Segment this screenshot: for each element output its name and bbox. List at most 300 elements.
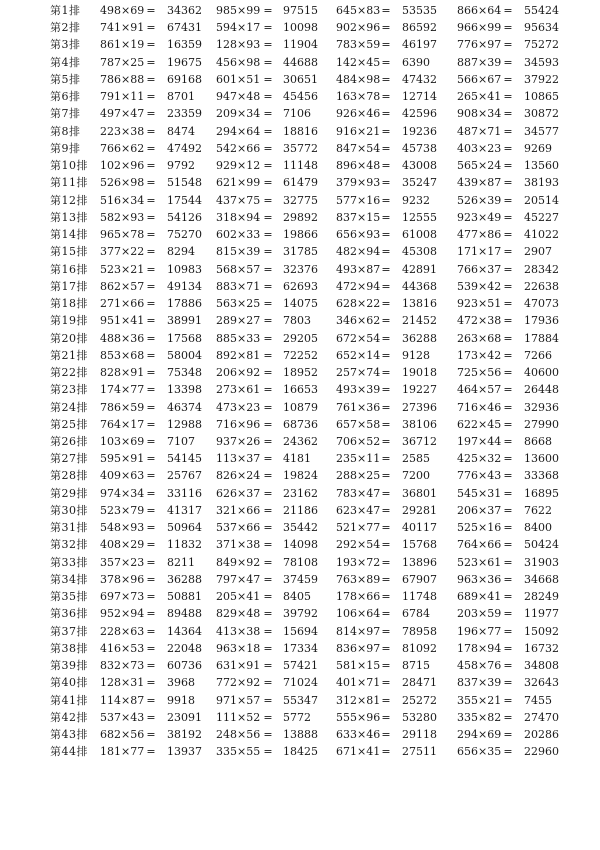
- problem-expression: 764×17: [100, 417, 145, 431]
- equals-sign: =: [146, 486, 156, 500]
- row-label: 第33排: [50, 555, 88, 569]
- problem-expression: 516×34: [100, 193, 145, 207]
- worksheet-row: [0, 468, 600, 484]
- problem-answer: 69168: [167, 72, 202, 86]
- problem-answer: 35772: [283, 141, 318, 155]
- equals-sign: =: [263, 314, 273, 328]
- equals-sign: =: [503, 159, 513, 173]
- equals-sign: =: [263, 279, 273, 293]
- problem-answer: 95634: [524, 21, 559, 35]
- problem-answer: 42891: [402, 262, 437, 276]
- row-label: 第22排: [50, 366, 88, 380]
- problem-expression: 408×29: [100, 538, 145, 552]
- equals-sign: =: [263, 452, 273, 466]
- equals-sign: =: [263, 555, 273, 569]
- problem-answer: 8211: [167, 555, 195, 569]
- problem-answer: 35442: [283, 521, 318, 535]
- equals-sign: =: [381, 90, 391, 104]
- equals-sign: =: [503, 572, 513, 586]
- equals-sign: =: [263, 400, 273, 414]
- equals-sign: =: [503, 366, 513, 380]
- problem-expression: 473×23: [216, 400, 261, 414]
- problem-answer: 34668: [524, 572, 559, 586]
- problem-expression: 885×33: [216, 331, 261, 345]
- problem-answer: 31785: [283, 245, 318, 259]
- equals-sign: =: [146, 745, 156, 759]
- problem-expression: 837×15: [336, 210, 381, 224]
- problem-answer: 12988: [167, 417, 202, 431]
- problem-answer: 37459: [283, 572, 318, 586]
- equals-sign: =: [381, 555, 391, 569]
- equals-sign: =: [146, 676, 156, 690]
- problem-expression: 815×39: [216, 245, 261, 259]
- problem-expression: 671×41: [336, 745, 381, 759]
- equals-sign: =: [263, 641, 273, 655]
- equals-sign: =: [263, 107, 273, 121]
- problem-expression: 716×96: [216, 417, 261, 431]
- problem-expression: 181×77: [100, 745, 145, 759]
- equals-sign: =: [146, 314, 156, 328]
- problem-answer: 2907: [524, 245, 552, 259]
- problem-expression: 633×46: [336, 728, 381, 742]
- problem-answer: 50424: [524, 538, 559, 552]
- problem-expression: 477×86: [457, 228, 502, 242]
- row-label: 第4排: [50, 55, 81, 69]
- problem-answer: 36712: [402, 435, 437, 448]
- equals-sign: =: [146, 538, 156, 552]
- equals-sign: =: [381, 383, 391, 397]
- problem-expression: 595×91: [100, 452, 145, 466]
- equals-sign: =: [503, 486, 513, 500]
- problem-expression: 797×47: [216, 572, 261, 586]
- equals-sign: =: [503, 262, 513, 276]
- equals-sign: =: [381, 659, 391, 673]
- problem-answer: 78958: [402, 624, 437, 638]
- equals-sign: =: [146, 659, 156, 673]
- equals-sign: =: [263, 521, 273, 535]
- worksheet-row: [0, 106, 600, 122]
- problem-expression: 568×57: [216, 262, 261, 276]
- problem-answer: 37922: [524, 72, 559, 86]
- equals-sign: =: [263, 228, 273, 242]
- problem-answer: 27396: [402, 400, 437, 414]
- equals-sign: =: [146, 555, 156, 569]
- row-label: 第5排: [50, 72, 81, 86]
- problem-answer: 17568: [167, 331, 202, 345]
- problem-answer: 55424: [524, 4, 559, 17]
- problem-answer: 17334: [283, 641, 318, 655]
- equals-sign: =: [381, 572, 391, 586]
- problem-expression: 836×97: [336, 641, 381, 655]
- equals-sign: =: [263, 210, 273, 224]
- problem-answer: 15768: [402, 538, 437, 552]
- problem-expression: 294×64: [216, 124, 261, 138]
- problem-answer: 8405: [283, 590, 311, 604]
- problem-expression: 403×23: [457, 141, 502, 155]
- problem-expression: 837×39: [457, 676, 502, 690]
- problem-answer: 28249: [524, 590, 559, 604]
- problem-answer: 36288: [167, 572, 202, 586]
- problem-answer: 7266: [524, 348, 552, 362]
- row-label: 第9排: [50, 141, 81, 155]
- worksheet-row: [0, 675, 600, 691]
- equals-sign: =: [503, 228, 513, 242]
- worksheet-row: [0, 434, 600, 450]
- equals-sign: =: [263, 245, 273, 259]
- row-label: 第30排: [50, 503, 88, 517]
- equals-sign: =: [381, 417, 391, 431]
- problem-expression: 594×17: [216, 21, 261, 35]
- equals-sign: =: [503, 176, 513, 190]
- equals-sign: =: [381, 366, 391, 380]
- equals-sign: =: [146, 245, 156, 259]
- equals-sign: =: [381, 4, 391, 17]
- worksheet-row: [0, 227, 600, 243]
- problem-answer: 86592: [402, 21, 437, 35]
- equals-sign: =: [381, 38, 391, 52]
- equals-sign: =: [381, 124, 391, 138]
- problem-answer: 36801: [402, 486, 437, 500]
- problem-answer: 44368: [402, 279, 437, 293]
- problem-expression: 761×36: [336, 400, 381, 414]
- problem-expression: 829×48: [216, 607, 261, 621]
- worksheet-row: [0, 537, 600, 553]
- problem-answer: 12714: [402, 90, 437, 104]
- row-label: 第10排: [50, 159, 88, 173]
- problem-expression: 902×96: [336, 21, 381, 35]
- row-label: 第13排: [50, 210, 88, 224]
- equals-sign: =: [503, 21, 513, 35]
- problem-expression: 377×22: [100, 245, 145, 259]
- equals-sign: =: [146, 279, 156, 293]
- problem-expression: 206×37: [457, 503, 502, 517]
- problem-expression: 523×21: [100, 262, 145, 276]
- equals-sign: =: [381, 521, 391, 535]
- problem-answer: 7107: [167, 435, 195, 448]
- row-label: 第8排: [50, 124, 81, 138]
- problem-expression: 196×77: [457, 624, 502, 638]
- problem-answer: 23359: [167, 107, 202, 121]
- problem-answer: 81092: [402, 641, 437, 655]
- problem-expression: 416×53: [100, 641, 145, 655]
- equals-sign: =: [146, 38, 156, 52]
- equals-sign: =: [503, 745, 513, 759]
- worksheet-row: [0, 141, 600, 157]
- problem-expression: 689×41: [457, 590, 502, 604]
- worksheet-row: [0, 262, 600, 278]
- problem-answer: 16359: [167, 38, 202, 52]
- equals-sign: =: [263, 728, 273, 742]
- problem-answer: 27990: [524, 417, 559, 431]
- equals-sign: =: [146, 107, 156, 121]
- problem-expression: 437×75: [216, 193, 261, 207]
- problem-answer: 50964: [167, 521, 202, 535]
- problem-answer: 46197: [402, 38, 437, 52]
- problem-expression: 537×43: [100, 710, 145, 724]
- problem-expression: 763×89: [336, 572, 381, 586]
- problem-expression: 716×46: [457, 400, 502, 414]
- problem-answer: 7803: [283, 314, 311, 328]
- problem-answer: 16653: [283, 383, 318, 397]
- row-label: 第38排: [50, 641, 88, 655]
- worksheet-row: [0, 658, 600, 674]
- equals-sign: =: [503, 124, 513, 138]
- equals-sign: =: [381, 676, 391, 690]
- row-label: 第28排: [50, 469, 88, 483]
- problem-expression: 631×91: [216, 659, 261, 673]
- problem-answer: 71024: [283, 676, 318, 690]
- problem-answer: 57421: [283, 659, 318, 673]
- row-label: 第42排: [50, 710, 88, 724]
- equals-sign: =: [503, 210, 513, 224]
- equals-sign: =: [263, 486, 273, 500]
- problem-answer: 54126: [167, 210, 202, 224]
- worksheet-row: [0, 175, 600, 191]
- problem-expression: 565×24: [457, 159, 502, 173]
- problem-answer: 18816: [283, 124, 318, 138]
- problem-answer: 18952: [283, 366, 318, 380]
- worksheet-row: [0, 158, 600, 174]
- problem-answer: 44688: [283, 55, 318, 69]
- problem-answer: 43008: [402, 159, 437, 173]
- problem-answer: 8294: [167, 245, 195, 259]
- equals-sign: =: [146, 193, 156, 207]
- equals-sign: =: [263, 348, 273, 362]
- problem-expression: 439×87: [457, 176, 502, 190]
- problem-answer: 17886: [167, 297, 202, 311]
- row-label: 第29排: [50, 486, 88, 500]
- equals-sign: =: [146, 710, 156, 724]
- problem-answer: 8400: [524, 521, 552, 535]
- problem-answer: 19018: [402, 366, 437, 380]
- equals-sign: =: [503, 435, 513, 448]
- equals-sign: =: [503, 383, 513, 397]
- equals-sign: =: [263, 745, 273, 759]
- problem-answer: 14364: [167, 624, 202, 638]
- problem-expression: 764×66: [457, 538, 502, 552]
- problem-expression: 488×36: [100, 331, 145, 345]
- worksheet-row: [0, 693, 600, 709]
- problem-answer: 78108: [283, 555, 318, 569]
- equals-sign: =: [381, 297, 391, 311]
- problem-answer: 62693: [283, 279, 318, 293]
- equals-sign: =: [146, 366, 156, 380]
- problem-expression: 523×61: [457, 555, 502, 569]
- problem-expression: 929×12: [216, 159, 261, 173]
- problem-answer: 14098: [283, 538, 318, 552]
- problem-answer: 38193: [524, 176, 559, 190]
- row-label: 第16排: [50, 262, 88, 276]
- equals-sign: =: [503, 555, 513, 569]
- problem-expression: 265×41: [457, 90, 502, 104]
- equals-sign: =: [381, 693, 391, 707]
- problem-expression: 832×73: [100, 659, 145, 673]
- problem-expression: 498×69: [100, 4, 145, 17]
- problem-expression: 883×71: [216, 279, 261, 293]
- equals-sign: =: [503, 590, 513, 604]
- row-label: 第35排: [50, 590, 88, 604]
- problem-answer: 13896: [402, 555, 437, 569]
- equals-sign: =: [146, 348, 156, 362]
- problem-answer: 19866: [283, 228, 318, 242]
- worksheet-row: [0, 210, 600, 226]
- equals-sign: =: [503, 38, 513, 52]
- problem-expression: 521×77: [336, 521, 381, 535]
- equals-sign: =: [263, 297, 273, 311]
- problem-expression: 985×99: [216, 4, 261, 17]
- problem-expression: 335×55: [216, 745, 261, 759]
- problem-answer: 46374: [167, 400, 202, 414]
- problem-answer: 29892: [283, 210, 318, 224]
- worksheet-row: [0, 572, 600, 588]
- problem-answer: 38991: [167, 314, 202, 328]
- problem-expression: 582×93: [100, 210, 145, 224]
- equals-sign: =: [263, 193, 273, 207]
- problem-answer: 32643: [524, 676, 559, 690]
- equals-sign: =: [146, 435, 156, 448]
- problem-expression: 853×68: [100, 348, 145, 362]
- equals-sign: =: [381, 590, 391, 604]
- problem-expression: 294×69: [457, 728, 502, 742]
- equals-sign: =: [503, 521, 513, 535]
- problem-expression: 971×57: [216, 693, 261, 707]
- equals-sign: =: [146, 624, 156, 638]
- problem-expression: 786×88: [100, 72, 145, 86]
- equals-sign: =: [263, 676, 273, 690]
- worksheet-row: [0, 124, 600, 140]
- problem-expression: 487×71: [457, 124, 502, 138]
- problem-answer: 75348: [167, 366, 202, 380]
- worksheet-row: [0, 624, 600, 640]
- problem-expression: 965×78: [100, 228, 145, 242]
- problem-expression: 263×68: [457, 331, 502, 345]
- problem-answer: 6784: [402, 607, 430, 621]
- worksheet-row: [0, 348, 600, 364]
- problem-expression: 766×62: [100, 141, 145, 155]
- equals-sign: =: [263, 141, 273, 155]
- row-label: 第12排: [50, 193, 88, 207]
- row-label: 第34排: [50, 572, 88, 586]
- problem-answer: 47432: [402, 72, 437, 86]
- problem-expression: 497×47: [100, 107, 145, 121]
- worksheet-row: [0, 400, 600, 416]
- problem-expression: 163×78: [336, 90, 381, 104]
- equals-sign: =: [381, 141, 391, 155]
- problem-expression: 456×98: [216, 55, 261, 69]
- equals-sign: =: [146, 693, 156, 707]
- row-label: 第3排: [50, 38, 81, 52]
- equals-sign: =: [263, 383, 273, 397]
- row-label: 第25排: [50, 417, 88, 431]
- worksheet-row: [0, 3, 600, 19]
- problem-expression: 273×61: [216, 383, 261, 397]
- problem-expression: 292×54: [336, 538, 381, 552]
- problem-expression: 814×97: [336, 624, 381, 638]
- problem-expression: 321×66: [216, 503, 261, 517]
- equals-sign: =: [146, 331, 156, 345]
- problem-expression: 563×25: [216, 297, 261, 311]
- problem-expression: 539×42: [457, 279, 502, 293]
- equals-sign: =: [503, 641, 513, 655]
- equals-sign: =: [263, 693, 273, 707]
- problem-answer: 47492: [167, 141, 202, 155]
- equals-sign: =: [381, 607, 391, 621]
- problem-expression: 548×93: [100, 521, 145, 535]
- equals-sign: =: [146, 72, 156, 86]
- problem-expression: 776×97: [457, 38, 502, 52]
- problem-answer: 15694: [283, 624, 318, 638]
- problem-answer: 12555: [402, 210, 437, 224]
- problem-answer: 41317: [167, 503, 202, 517]
- equals-sign: =: [146, 262, 156, 276]
- equals-sign: =: [503, 710, 513, 724]
- equals-sign: =: [503, 469, 513, 483]
- problem-expression: 772×92: [216, 676, 261, 690]
- equals-sign: =: [381, 710, 391, 724]
- equals-sign: =: [503, 728, 513, 742]
- problem-expression: 947×48: [216, 90, 261, 104]
- row-label: 第2排: [50, 21, 81, 35]
- problem-answer: 11832: [167, 538, 202, 552]
- problem-answer: 8668: [524, 435, 552, 448]
- problem-answer: 31903: [524, 555, 559, 569]
- problem-answer: 23162: [283, 486, 318, 500]
- problem-answer: 45308: [402, 245, 437, 259]
- problem-expression: 464×57: [457, 383, 502, 397]
- problem-expression: 628×22: [336, 297, 381, 311]
- equals-sign: =: [503, 72, 513, 86]
- equals-sign: =: [381, 228, 391, 242]
- problem-answer: 32775: [283, 193, 318, 207]
- equals-sign: =: [503, 107, 513, 121]
- problem-answer: 17544: [167, 193, 202, 207]
- problem-expression: 106×64: [336, 607, 381, 621]
- problem-expression: 682×56: [100, 728, 145, 742]
- problem-expression: 706×52: [336, 435, 381, 448]
- problem-expression: 916×21: [336, 124, 381, 138]
- equals-sign: =: [381, 193, 391, 207]
- problem-answer: 34593: [524, 55, 559, 69]
- equals-sign: =: [263, 710, 273, 724]
- equals-sign: =: [146, 210, 156, 224]
- equals-sign: =: [263, 366, 273, 380]
- equals-sign: =: [263, 659, 273, 673]
- problem-answer: 41022: [524, 228, 559, 242]
- problem-answer: 2585: [402, 452, 430, 466]
- equals-sign: =: [381, 279, 391, 293]
- problem-expression: 652×14: [336, 348, 381, 362]
- problem-expression: 401×71: [336, 676, 381, 690]
- row-label: 第6排: [50, 90, 81, 104]
- problem-answer: 33116: [167, 486, 202, 500]
- problem-expression: 923×51: [457, 297, 502, 311]
- worksheet-row: [0, 331, 600, 347]
- equals-sign: =: [503, 659, 513, 673]
- problem-expression: 545×31: [457, 486, 502, 500]
- equals-sign: =: [503, 4, 513, 17]
- row-label: 第15排: [50, 245, 88, 259]
- equals-sign: =: [263, 590, 273, 604]
- equals-sign: =: [381, 107, 391, 121]
- problem-expression: 425×32: [457, 452, 502, 466]
- problem-answer: 32936: [524, 400, 559, 414]
- equals-sign: =: [146, 383, 156, 397]
- problem-expression: 566×67: [457, 72, 502, 86]
- equals-sign: =: [146, 21, 156, 35]
- equals-sign: =: [503, 141, 513, 155]
- equals-sign: =: [146, 141, 156, 155]
- problem-expression: 526×39: [457, 193, 502, 207]
